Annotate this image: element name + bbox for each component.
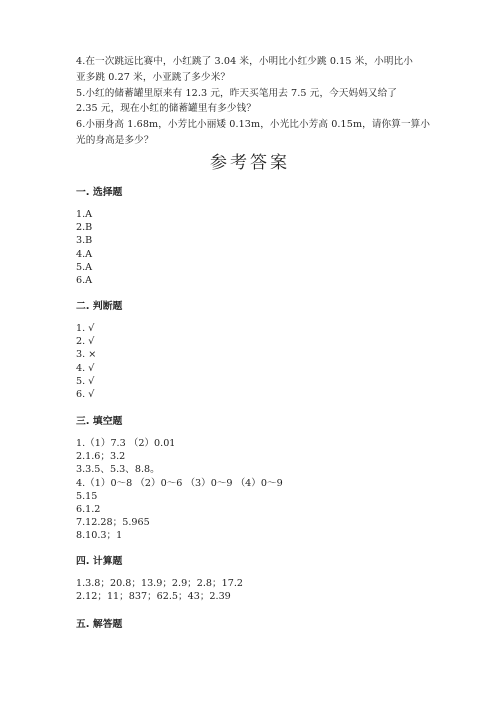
section-heading-calculation: 四. 计算题 <box>76 556 123 567</box>
problem-line: 4.在一次跳远比赛中，小红跳了 3.04 米，小明比小红少跳 0.15 米，小明比小 <box>76 56 413 67</box>
answers-fill-blank <box>76 437 456 543</box>
answers-calculation <box>76 577 456 603</box>
word-problems <box>76 54 436 149</box>
answer-line: 3.3.5、5.3、8.8。 <box>76 464 160 476</box>
answer-line: 3. × <box>76 349 97 361</box>
answer-line: 2.1.6；3.2 <box>76 451 126 463</box>
problem-line: 2.35 元，现在小红的储蓄罐里有多少钱？ <box>76 103 257 115</box>
section-heading-choice: 一. 选择题 <box>76 187 123 198</box>
answer-line: 6.A <box>76 275 93 287</box>
problem-line: 光的身高是多少？ <box>76 134 154 146</box>
section-heading-judgment: 二. 判断题 <box>76 301 123 312</box>
answer-line: 5.15 <box>76 490 98 502</box>
section-heading-word-problems: 五. 解答题 <box>76 619 123 630</box>
answer-line: 5. √ <box>76 375 95 387</box>
answers-judgment <box>76 322 456 401</box>
answer-key-title: 参考答案 <box>210 153 290 173</box>
problem-line: 6.小丽身高 1.68m，小芳比小丽矮 0.13m，小光比小芳高 0.15m，请你算一算小 <box>76 119 431 131</box>
answer-line: 2.B <box>76 222 93 234</box>
answer-line: 5.A <box>76 261 93 273</box>
answers-choice <box>76 208 456 287</box>
answer-line: 1.（1）7.3 （2）0.01 <box>76 438 176 449</box>
answer-line: 1.3.8；20.8；13.9；2.9；2.8；17.2 <box>76 578 243 589</box>
answer-line: 2.12；11；837；62.5；43；2.39 <box>76 591 231 603</box>
answer-line: 8.10.3；1 <box>76 530 123 542</box>
answer-line: 3.B <box>76 235 93 247</box>
answer-line: 6.1.2 <box>76 504 101 516</box>
answer-line: 2. √ <box>76 336 95 348</box>
answer-line: 7.12.28；5.965 <box>76 517 150 529</box>
answer-line: 1.A <box>76 209 93 220</box>
problem-line: 亚多跳 0.27 米，小亚跳了多少米？ <box>76 71 231 83</box>
answer-line: 4. √ <box>76 362 95 374</box>
answer-line: 1. √ <box>76 323 95 334</box>
answer-line: 4.A <box>76 248 93 260</box>
problem-line: 5.小红的储蓄罐里原来有 12.3 元，昨天买笔用去 7.5 元，今天妈妈又给了 <box>76 87 398 99</box>
answer-line: 6. √ <box>76 389 95 401</box>
answer-line: 4.（1）0～8 （2）0～6 （3）0～9 （4）0～9 <box>76 477 283 489</box>
section-heading-fill-blank: 三. 填空题 <box>76 416 123 427</box>
